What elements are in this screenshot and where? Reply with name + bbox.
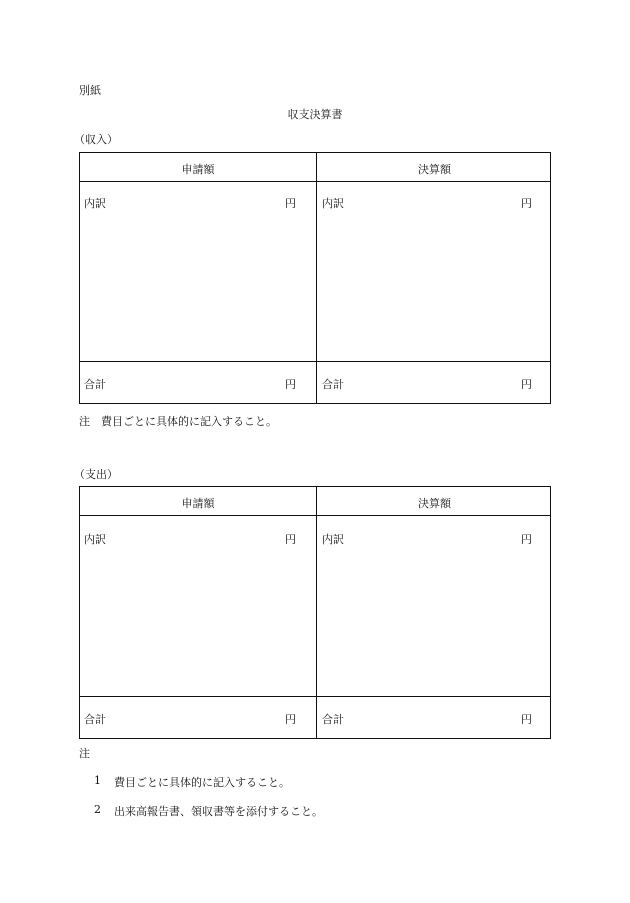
- income-total-yen-settled: 円: [521, 378, 532, 391]
- income-header-settled: 決算額: [418, 163, 451, 176]
- expense-yen-applied: 円: [285, 533, 296, 546]
- income-total-divider: [80, 361, 550, 362]
- expense-table: [79, 486, 551, 739]
- expense-yen-settled: 円: [521, 533, 532, 546]
- expense-note-1-number: 1: [94, 774, 101, 787]
- expense-breakdown-label-applied: 内訳: [84, 533, 106, 546]
- income-column-divider: [316, 153, 317, 403]
- income-total-label-applied: 合計: [84, 378, 106, 391]
- expense-total-label-applied: 合計: [84, 713, 106, 726]
- expense-header-applied: 申請額: [181, 497, 215, 510]
- income-table: [79, 152, 551, 404]
- expense-note-2-number: 2: [94, 803, 101, 816]
- expense-total-yen-settled: 円: [521, 713, 532, 726]
- income-breakdown-label-applied: 内訳: [84, 197, 106, 210]
- expense-total-yen-applied: 円: [285, 713, 296, 726]
- income-breakdown-label-settled: 内訳: [322, 197, 344, 210]
- expense-breakdown-label-settled: 内訳: [322, 533, 344, 546]
- annex-label: 別紙: [79, 84, 101, 97]
- income-header-divider: [80, 181, 550, 182]
- expense-note-2-text: 出来高報告書、領収書等を添付すること。: [114, 805, 323, 818]
- income-section-label: （収入）: [74, 133, 118, 146]
- income-header-applied: 申請額: [181, 163, 215, 176]
- income-total-yen-applied: 円: [285, 378, 296, 391]
- expense-note-heading: 注: [79, 747, 90, 760]
- expense-note-1-text: 費目ごとに具体的に記入すること。: [114, 776, 290, 789]
- expense-header-settled: 決算額: [418, 497, 451, 510]
- income-total-label-settled: 合計: [322, 378, 344, 391]
- expense-column-divider: [316, 487, 317, 738]
- expense-section-label: （支出）: [74, 468, 118, 481]
- expense-header-divider: [80, 515, 550, 516]
- income-yen-applied: 円: [285, 197, 296, 210]
- income-yen-settled: 円: [521, 197, 532, 210]
- page-title: 収支決算書: [287, 108, 343, 121]
- expense-total-divider: [80, 696, 550, 697]
- income-note: 注 費目ごとに具体的に記入すること。: [79, 415, 277, 428]
- expense-total-label-settled: 合計: [322, 713, 344, 726]
